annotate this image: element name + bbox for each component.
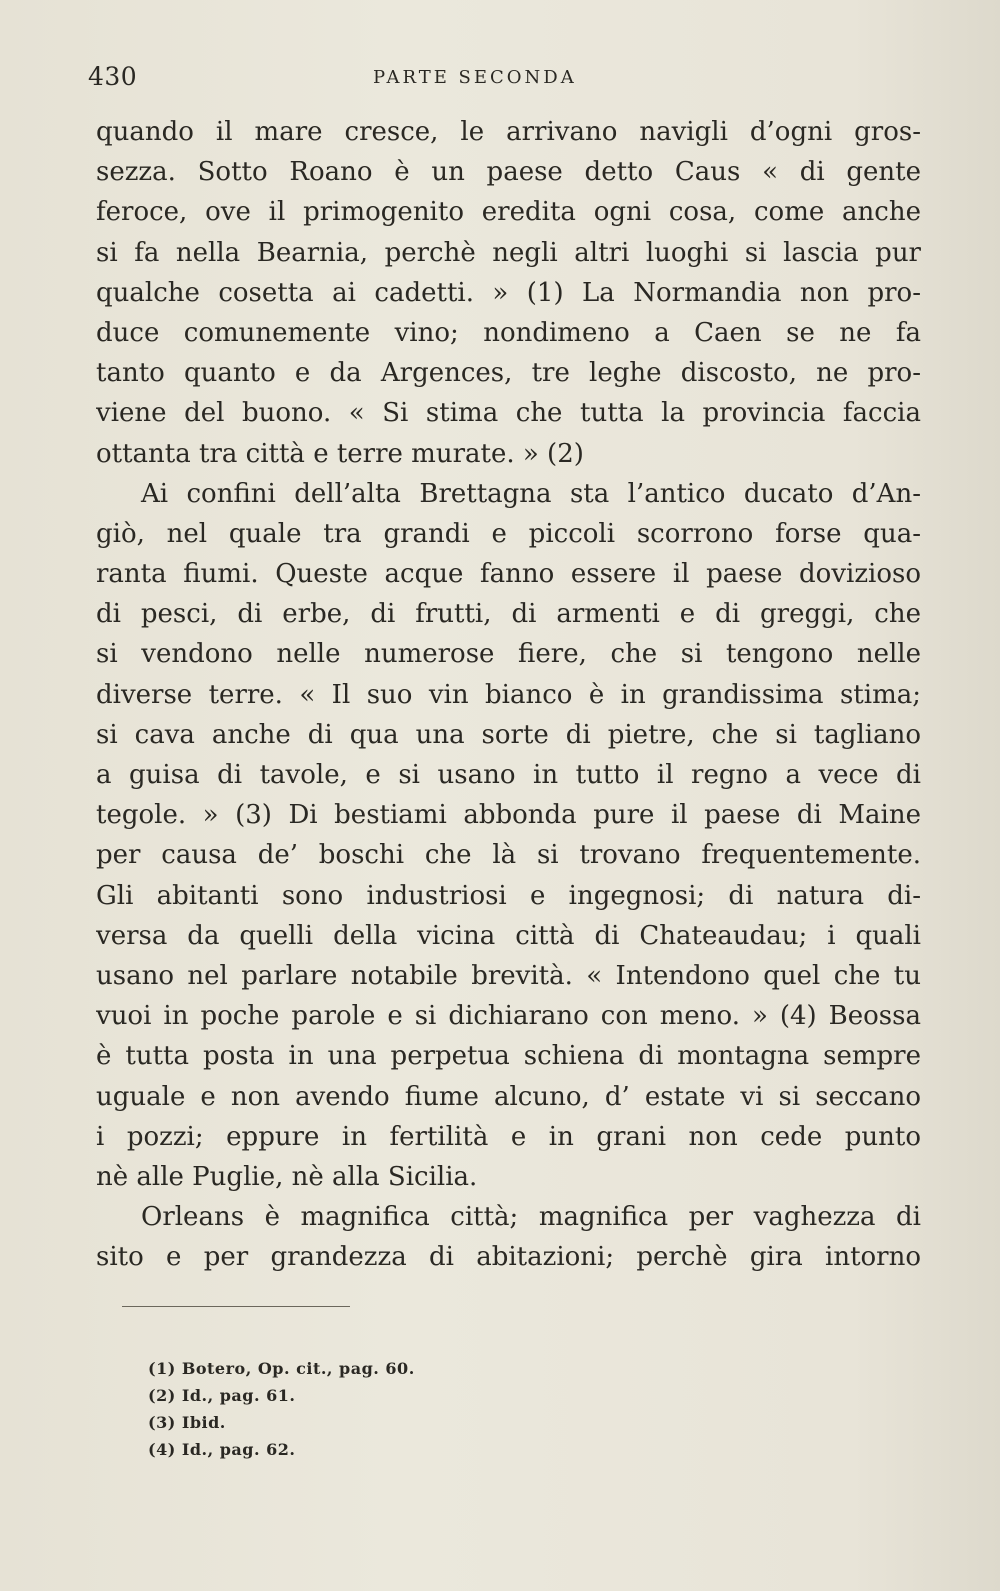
- running-title: PARTE SECONDA: [373, 67, 577, 88]
- text-line: uguale e non avendo fiume alcuno, d’ estate vi si seccano: [96, 1081, 921, 1112]
- text-line: Ai confini dell’alta Brettagna sta l’antico ducato d’An-: [141, 478, 921, 509]
- text-line: a guisa di tavole, e si usano in tutto il regno a vece di: [96, 760, 921, 790]
- footnote: (2) Id., pag. 61.: [148, 1386, 296, 1405]
- text-line: è tutta posta in una perpetua schiena di montagna sempre: [96, 1041, 921, 1072]
- text-line: ranta fiumi. Queste acque fanno essere il paese dovizioso: [96, 559, 921, 590]
- page-number: 430: [88, 62, 138, 91]
- running-head: [88, 62, 918, 102]
- footnotes: [148, 1355, 648, 1463]
- text-line: usano nel parlare notabile brevità. « Intendono quel che tu: [96, 960, 921, 991]
- text-line: si cava anche di qua una sorte di pietre, che si tagliano: [96, 719, 921, 750]
- text-line: quando il mare cresce, le arrivano navigli d’ogni gros-: [96, 117, 921, 147]
- footnote: (4) Id., pag. 62.: [148, 1440, 296, 1459]
- text-line: i pozzi; eppure in fertilità e in grani non cede punto: [96, 1121, 921, 1152]
- text-line: tegole. » (3) Di bestiami abbonda pure il paese di Maine: [96, 800, 921, 831]
- text-line: sezza. Sotto Roano è un paese detto Caus « di gente: [96, 157, 921, 188]
- text-line: giò, nel quale tra grandi e piccoli scorrono forse qua-: [96, 518, 921, 549]
- text-line: viene del buono. « Si stima che tutta la provincia faccia: [96, 398, 921, 429]
- text-line: duce comunemente vino; nondimeno a Caen se ne fa: [96, 317, 921, 348]
- text-line: sito e per grandezza di abitazioni; perchè gira intorno: [96, 1242, 921, 1273]
- body-text: [96, 112, 921, 1277]
- footnote-divider: [122, 1306, 350, 1307]
- text-line: di pesci, di erbe, di frutti, di armenti e di greggi, che: [96, 599, 921, 630]
- text-line: tanto quanto e da Argences, tre leghe discosto, ne pro-: [96, 358, 921, 389]
- text-line: qualche cosetta ai cadetti. » (1) La Normandia non pro-: [96, 277, 921, 308]
- text-line: versa da quelli della vicina città di Chateaudau; i quali: [96, 920, 921, 951]
- footnote: (1) Botero, Op. cit., pag. 60.: [148, 1359, 415, 1378]
- text-line: si vendono nelle numerose fiere, che si tengono nelle: [96, 639, 921, 670]
- text-line: diverse terre. « Il suo vin bianco è in grandissima stima;: [96, 679, 921, 710]
- text-line: per causa de’ boschi che là si trovano frequentemente.: [96, 840, 921, 871]
- text-line: Orleans è magnifica città; magnifica per vaghezza di: [141, 1202, 921, 1233]
- footnote: (3) Ibid.: [148, 1413, 226, 1432]
- text-line: ottanta tra città e terre murate. » (2): [96, 438, 584, 469]
- text-line: feroce, ove il primogenito eredita ogni cosa, come anche: [96, 197, 921, 228]
- text-line: Gli abitanti sono industriosi e ingegnosi; di natura di-: [96, 880, 921, 911]
- text-line: nè alle Puglie, nè alla Sicilia.: [96, 1161, 478, 1192]
- text-line: si fa nella Bearnia, perchè negli altri luoghi si lascia pur: [96, 237, 921, 268]
- text-line: vuoi in poche parole e si dichiarano con meno. » (4) Beossa: [96, 1001, 921, 1032]
